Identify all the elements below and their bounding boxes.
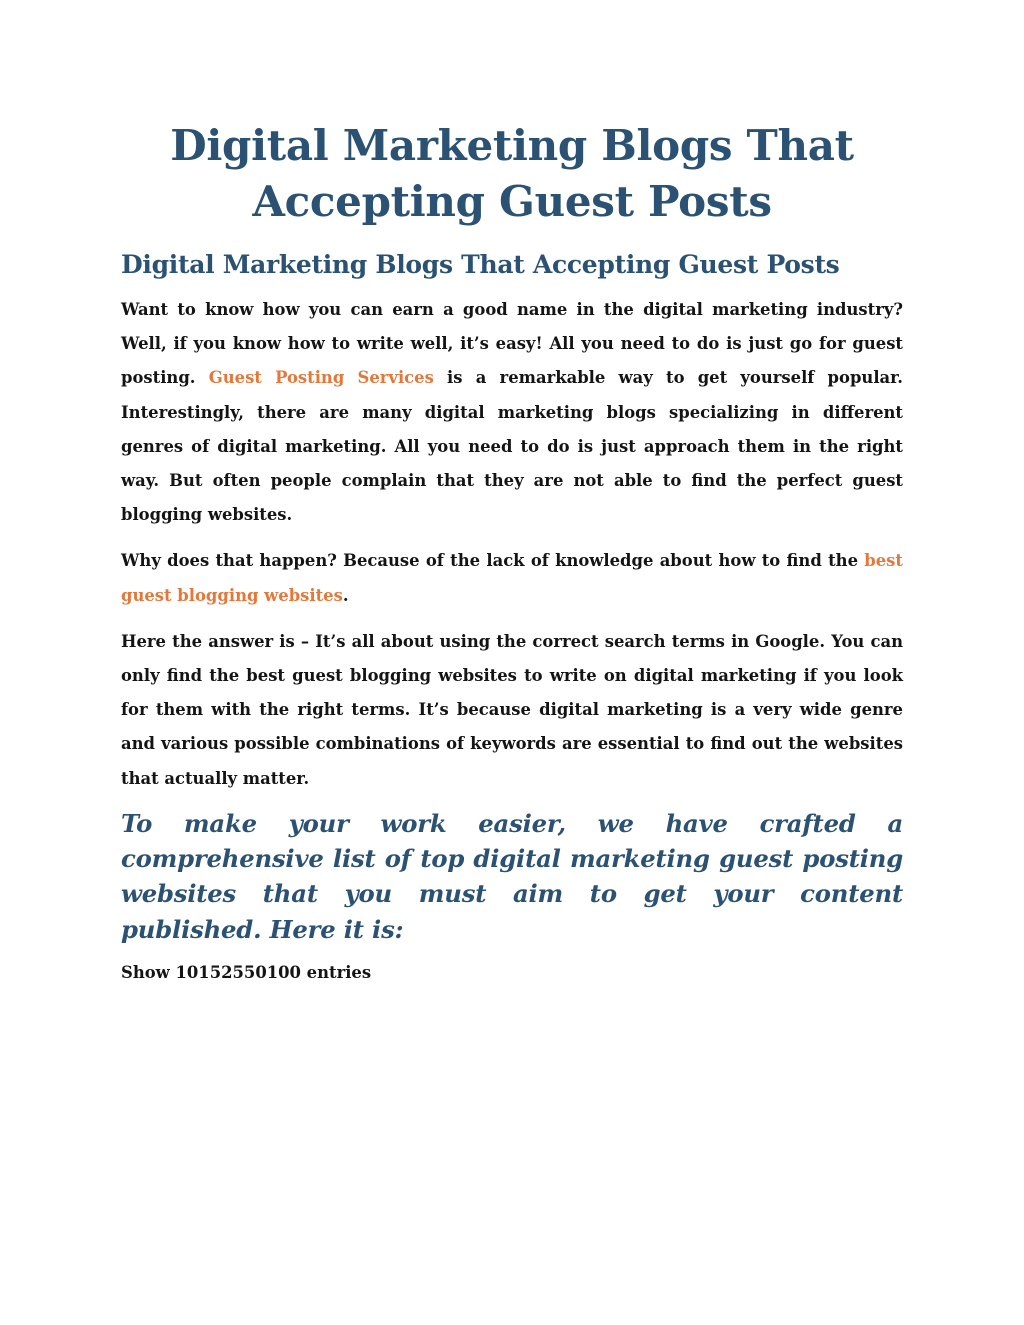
answer-paragraph: Here the answer is – It’s all about using the correct search terms in Google. You can only find the best guest blogging websites to write on digital marketing if you look for them with the right terms. It’s because digital marketing is a very wide genre and various possible combinations of keywords are essential to find out the websites that actually matter. xyxy=(121,631,903,788)
show-entries-control[interactable]: Show 10152550100 entries xyxy=(121,963,372,983)
section-heading: Digital Marketing Blogs That Accepting Guest Posts xyxy=(121,250,840,279)
intro-text-start: Want to know how you can earn a good name in the digital marketing industry? Well, if you know how to write well, it’s easy! All you need to do is just go for guest posting. xyxy=(121,300,903,388)
guest-posting-services-link[interactable]: Guest Posting Services xyxy=(208,368,434,388)
document-page xyxy=(121,118,903,990)
question-text-end: . xyxy=(342,585,349,605)
callout-heading: To make your work easier, we have crafted a comprehensive list of top digital marketing guest posting websites that you must aim to get your content published. Here it is: xyxy=(121,808,903,944)
intro-text-end: is a remarkable way to get yourself popular. Interestingly, there are many digital marketing blogs specializing in different genres of digital marketing. All you need to do is just approach them in the right way. But often people complain that they are not able to find the perfect guest blogging websites. xyxy=(121,368,904,525)
question-text-start: Why does that happen? Because of the lack of knowledge about how to find the xyxy=(121,551,865,571)
best-guest-blogging-websites-link[interactable]: best guest blogging websites xyxy=(121,551,903,605)
page-title xyxy=(121,118,903,230)
page-title-line-1: Digital Marketing Blogs That xyxy=(170,121,854,170)
intro-paragraph xyxy=(121,293,903,532)
question-paragraph xyxy=(121,544,903,612)
page-title-line-2: Accepting Guest Posts xyxy=(252,177,772,226)
